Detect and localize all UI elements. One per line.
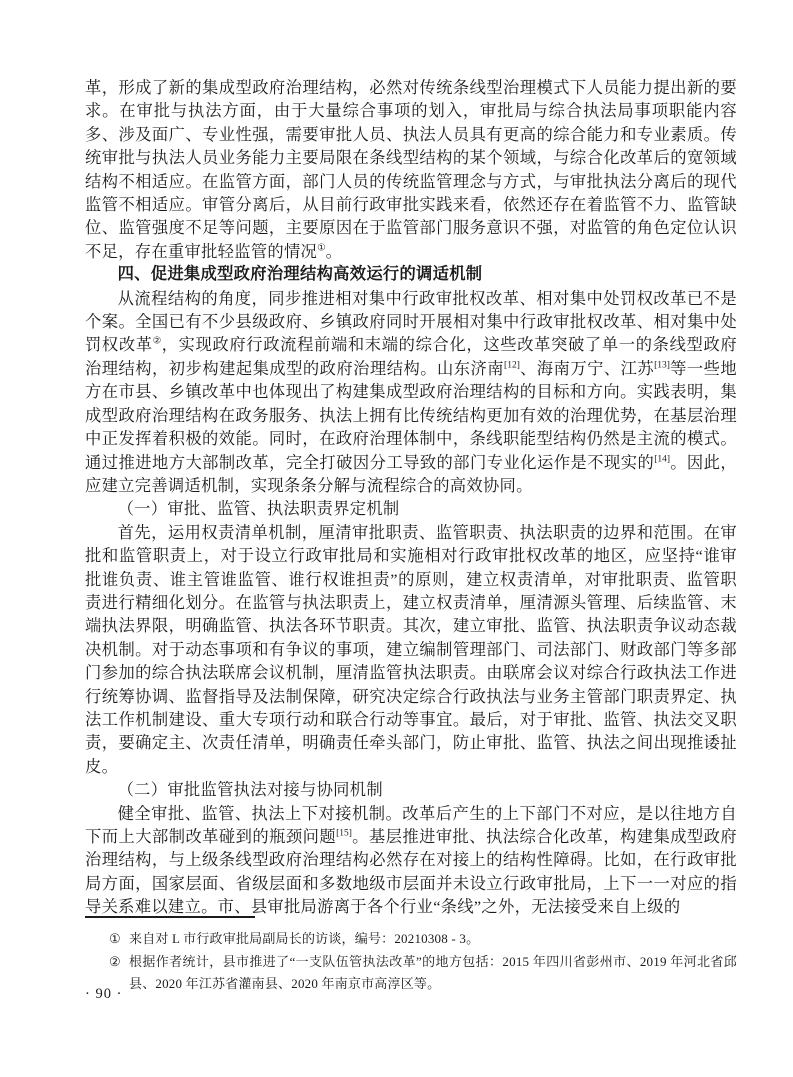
footnotes [85,928,737,996]
footnote-text: 来自对 L 市行政审批局副局长的访谈，编号：20210308 - 3。 [129,931,480,946]
footnote-divider [85,916,255,918]
footnote-item [109,928,737,951]
paragraph-alignment-mechanism: 健全审批、监管、执法上下对接机制。改革后产生的上下部门不对应，是以往地方自下而上大部制改革碰到的瓶颈问题[15]。基层推进审批、执法综合化改革，构建集成型政府治理结构，与上级条线型政府治理结构必然存在对接上的结构性障碍。比如，在行政审批局方面，国家层面、省级层面和多数地级市层面并未设立行政审批局，上下一一对应的指导关系难以建立。市、县审批局游离于各个行业“条线”之外，无法接受来自上级的 [85,803,737,917]
reference-superscript: [15] [336,828,352,839]
subsection2-heading: （二）审批监管执法对接与协同机制 [117,780,383,800]
article-body [85,76,737,919]
paragraph-responsibility-definition: 首先，运用权责清单机制，厘清审批职责、监管职责、执法职责的边界和范围。在审批和监管职责上，对于设立行政审批局和实施相对行政审批权改革的地区，应坚持“谁审批谁负责、谁主管谁监管、谁行权谁担责”的原则，建立权责清单，对审批职责、监管职责进行精细化划分。在监管与执法职责上，建立权责清单，厘清源头管理、后续监管、末端执法界限，明确监管、执法各环节职责。其次，建立审批、监管、执法职责争议动态裁决机制。对于动态事项和有争议的事项，建立编制管理部门、司法部门、财政部门等多部门参加的综合执法联席会议机制，厘清监管执法职责。由联席会议对综合行政执法工作进行统筹协调、监督指导及法制保障，研究决定综合行政执法与业务主管部门职责界定、执法工作机制建设、重大专项行动和联合行动等事宜。最后，对于审批、监管、执法交叉职责，要确定主、次责任清单，明确责任牵头部门，防止审批、监管、执法之间出现推诿扯皮。 [85,522,737,776]
paragraph-overview: 从流程结构的角度，同步推进相对集中行政审批权改革、相对集中处罚权改革已不是个案。全国已有不少县级政府、乡镇政府同时开展相对集中行政审批权改革、相对集中处罚权改革②，实现政府行政流程前端和末端的综合化，这些改革突破了单一的条线型政府治理结构，初步构建起集成型的政府治理结构。山东济南[12]、海南万宁、江苏[13]等一些地方在市县、乡镇改革中也体现出了构建集成型政府治理结构的目标和方向。实践表明，集成型政府治理结构在政务服务、执法上拥有比传统结构更加有效的治理优势，在基层治理中正发挥着积极的效能。同时，在政府治理体制中，条线职能型结构仍然是主流的模式。通过推进地方大部制改革，完全打破因分工导致的部门专业化运作是不现实的[14]。因此，应建立完善调适机制，实现条条分解与流程综合的高效协同。 [85,288,737,495]
footnote-marker: ② [109,953,121,969]
footnote-text: 根据作者统计，县市推进了“一支队伍管执法改革”的地方包括：2015 年四川省彭州市、2019 年河北省邱县、2020 年江苏省灌南县、2020 年南京市高淳区等。 [129,953,737,991]
subsection1-heading: （一）审批、监管、执法职责界定机制 [117,499,400,519]
page-number: · 90 · [85,986,123,1002]
reference-superscript: ① [317,243,326,254]
reference-superscript: [12] [504,360,520,371]
footnote-marker: ① [109,931,121,946]
footnote-item [109,951,737,996]
reference-superscript: [13] [654,360,670,371]
section-heading: 四、促进集成型政府治理结构高效运行的调适机制 [117,265,483,284]
reference-superscript: [14] [654,454,671,465]
paragraph-continuation: 革，形成了新的集成型政府治理结构，必然对传统条线型治理模式下人员能力提出新的要求。在审批与执法方面，由于大量综合事项的划入，审批局与综合执法局事项职能内容多、涉及面广、专业性强，需要审批人员、执法人员具有更高的综合能力和专业素质。传统审批与执法人员业务能力主要局限在条线型结构的某个领域，与综合化改革后的宽领域结构不相适应。在监管方面，部门人员的传统监管理念与方式，与审批执法分离后的现代监管不相适应。审管分离后，从目前行政审批实践来看，依然还存在着监管不力、监管缺位、监管强度不足等问题，主要原因在于监管部门服务意识不强，对监管的角色定位认识不足，存在重审批轻监管的情况①。 [85,78,737,261]
reference-superscript: ② [152,337,162,348]
footnote-block [85,916,737,996]
